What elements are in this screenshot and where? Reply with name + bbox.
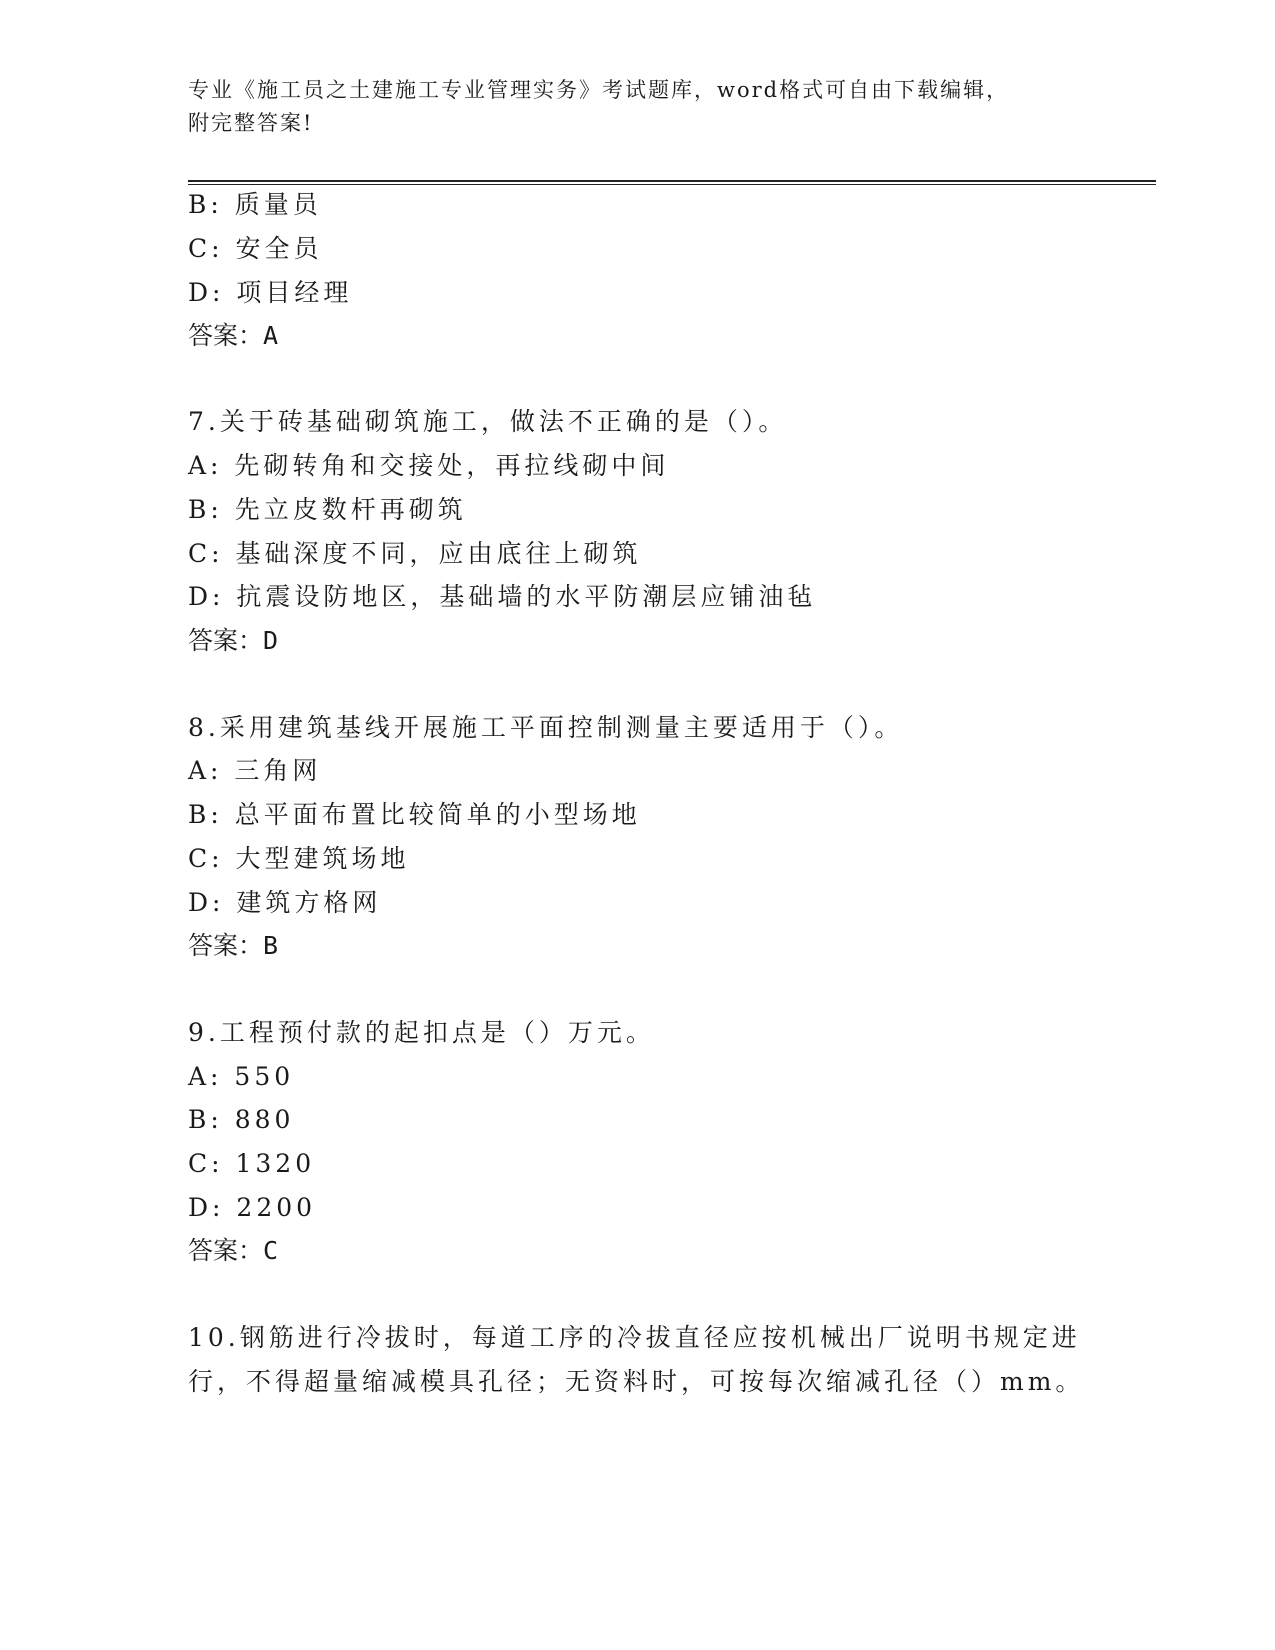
option-c: C: 安全员 [188, 234, 323, 263]
option-c: C: 1320 [188, 1149, 316, 1178]
answer: 答案：C [188, 1236, 279, 1265]
question-stem-line-2: 行，不得超量缩减模具孔径；无资料时，可按每次缩减孔径（）mm。 [188, 1367, 1085, 1396]
header-divider [188, 180, 1156, 185]
option-a: A: 先砌转角和交接处，再拉线砌中间 [188, 451, 670, 480]
option-a: A: 550 [188, 1062, 295, 1091]
question-stem: 9.工程预付款的起扣点是（）万元。 [188, 1018, 655, 1047]
answer: 答案：D [188, 626, 279, 655]
option-c: C: 大型建筑场地 [188, 844, 410, 873]
answer: 答案：A [188, 321, 279, 350]
question-stem: 8.采用建筑基线开展施工平面控制测量主要适用于（）。 [188, 713, 904, 742]
option-d: D: 抗震设防地区，基础墙的水平防潮层应铺油毡 [188, 582, 817, 611]
option-b: B: 880 [188, 1105, 295, 1134]
option-d: D: 项目经理 [188, 278, 353, 307]
document-header [188, 74, 1088, 140]
option-b: B: 总平面布置比较简单的小型场地 [188, 800, 641, 829]
option-b: B: 质量员 [188, 190, 322, 219]
option-d: D: 建筑方格网 [188, 888, 382, 917]
option-b: B: 先立皮数杆再砌筑 [188, 495, 467, 524]
question-stem: 7.关于砖基础砌筑施工，做法不正确的是（）。 [188, 407, 788, 436]
option-a: A: 三角网 [188, 756, 322, 785]
option-d: D: 2200 [188, 1193, 317, 1222]
header-line-2: 附完整答案! [188, 111, 314, 135]
option-c: C: 基础深度不同，应由底往上砌筑 [188, 539, 642, 568]
question-stem-line-1: 10.钢筋进行冷拔时，每道工序的冷拔直径应按机械出厂说明书规定进 [188, 1323, 1081, 1352]
header-line-1: 专业《施工员之土建施工专业管理实务》考试题库，word格式可自由下载编辑， [188, 78, 1010, 102]
answer: 答案：B [188, 931, 279, 960]
